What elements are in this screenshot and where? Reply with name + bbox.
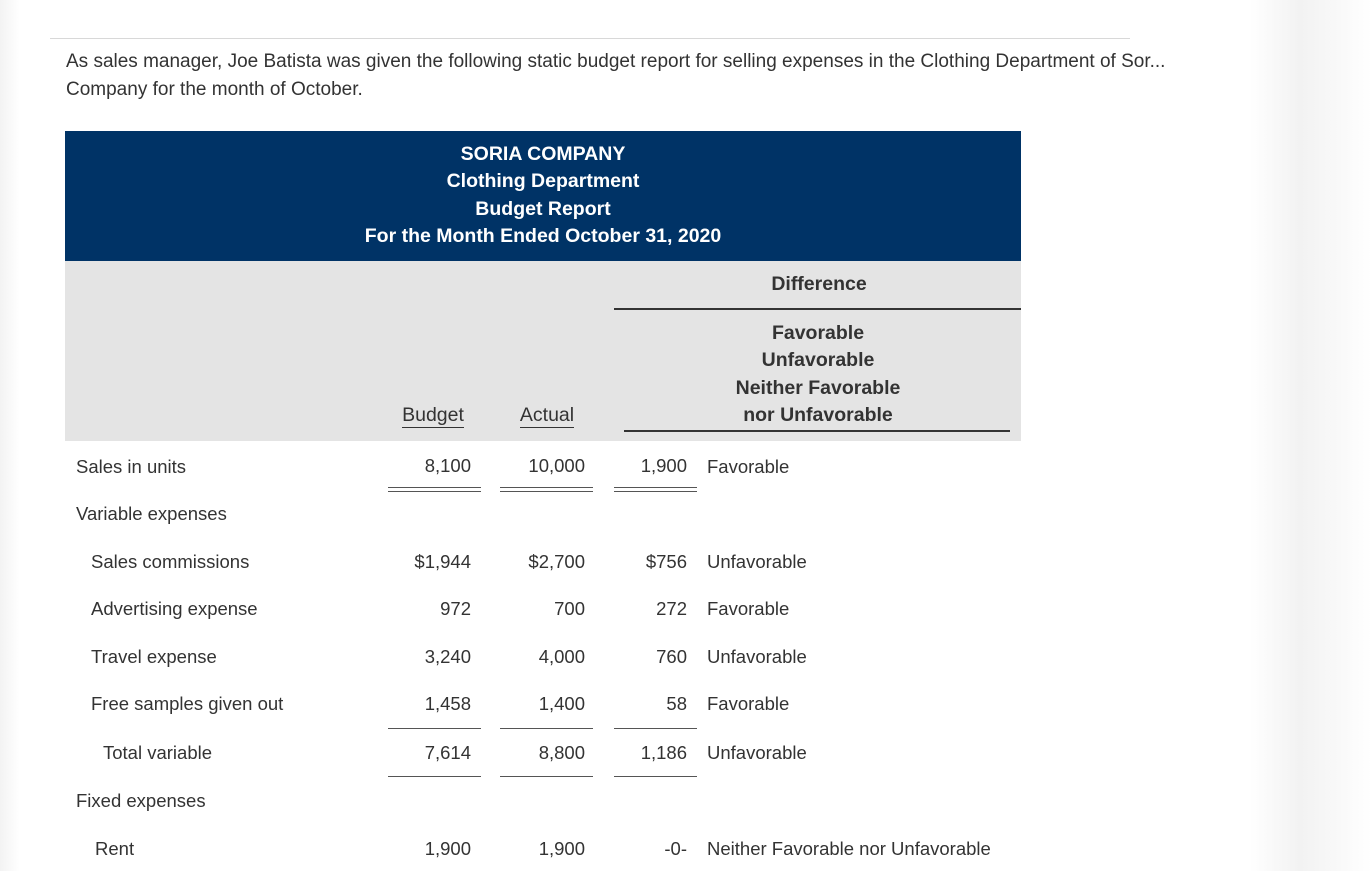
travel-status: Unfavorable xyxy=(707,646,807,667)
budget-header-text: Budget xyxy=(402,404,464,426)
sales-units-budget-double-rule xyxy=(388,487,481,492)
sales-units-status: Favorable xyxy=(707,456,790,477)
sales-units-diff: 1,900 xyxy=(640,455,687,476)
sales-commissions-budget: $1,944 xyxy=(414,551,471,572)
difference-subheader-rule xyxy=(624,430,1010,432)
travel-diff: 760 xyxy=(656,646,687,667)
sales-units-budget: 8,100 xyxy=(424,455,471,476)
total-variable-budget: 7,614 xyxy=(424,742,471,763)
travel-budget: 3,240 xyxy=(424,646,471,667)
section-variable-expenses: Variable expenses xyxy=(76,503,227,524)
total-variable-status: Unfavorable xyxy=(707,742,807,763)
advertising-actual: 700 xyxy=(554,598,585,619)
sales-commissions-actual: $2,700 xyxy=(528,551,585,572)
report-period: For the Month Ended October 31, 2020 xyxy=(364,225,722,247)
difference-header-rule xyxy=(614,308,1021,310)
intro-paragraph: As sales manager, Joe Batista was given the following static budget report for selling expenses in the Clothing Department of Sor... Company for the month of October. xyxy=(66,51,1166,100)
option-neither: Neither Favorable xyxy=(735,377,901,399)
total-variable-budget-rule xyxy=(388,776,481,777)
free-samples-status: Favorable xyxy=(707,693,790,714)
total-variable-diff-rule xyxy=(614,776,697,777)
report-header xyxy=(65,131,1021,261)
sales-commissions-status: Unfavorable xyxy=(707,551,807,572)
total-variable-actual-rule xyxy=(500,776,593,777)
free-samples-diff-rule xyxy=(614,728,697,729)
rent-status: Neither Favorable nor Unfavorable xyxy=(707,838,991,859)
row-label-sales-units: Sales in units xyxy=(76,456,187,477)
actual-header-text: Actual xyxy=(519,404,575,426)
travel-actual: 4,000 xyxy=(538,646,585,667)
company-name: SORIA COMPANY xyxy=(460,143,626,165)
row-label-sales-commissions: Sales commissions xyxy=(91,551,250,572)
row-label-total-variable: Total variable xyxy=(103,742,213,763)
free-samples-actual: 1,400 xyxy=(538,693,585,714)
document-top-border xyxy=(50,38,1130,39)
actual-header xyxy=(507,404,587,427)
free-samples-budget-rule xyxy=(388,728,481,729)
option-unfavorable: Unfavorable xyxy=(761,349,875,371)
total-variable-diff: 1,186 xyxy=(640,742,687,763)
row-label-advertising: Advertising expense xyxy=(91,598,258,619)
rent-actual: 1,900 xyxy=(538,838,585,859)
total-variable-actual: 8,800 xyxy=(538,742,585,763)
report-title: Budget Report xyxy=(475,198,611,220)
row-label-free-samples: Free samples given out xyxy=(91,693,284,714)
difference-header: Difference xyxy=(771,273,867,295)
free-samples-budget: 1,458 xyxy=(424,693,471,714)
sales-units-actual: 10,000 xyxy=(528,455,585,476)
rent-budget: 1,900 xyxy=(424,838,471,859)
sales-units-actual-double-rule xyxy=(500,487,593,492)
advertising-diff: 272 xyxy=(656,598,687,619)
option-nor-unfavorable: nor Unfavorable xyxy=(743,404,893,426)
advertising-budget: 972 xyxy=(440,598,471,619)
advertising-status: Favorable xyxy=(707,598,790,619)
budget-header xyxy=(393,404,473,427)
department-name: Clothing Department xyxy=(446,170,640,192)
section-fixed-expenses: Fixed expenses xyxy=(76,790,206,811)
sales-units-diff-double-rule xyxy=(614,487,697,492)
rent-diff: -0- xyxy=(664,838,687,859)
row-label-travel: Travel expense xyxy=(91,646,217,667)
sales-commissions-diff: $756 xyxy=(645,551,687,572)
free-samples-diff: 58 xyxy=(666,693,687,714)
free-samples-actual-rule xyxy=(500,728,593,729)
row-label-rent: Rent xyxy=(95,838,135,859)
option-favorable: Favorable xyxy=(771,322,865,344)
